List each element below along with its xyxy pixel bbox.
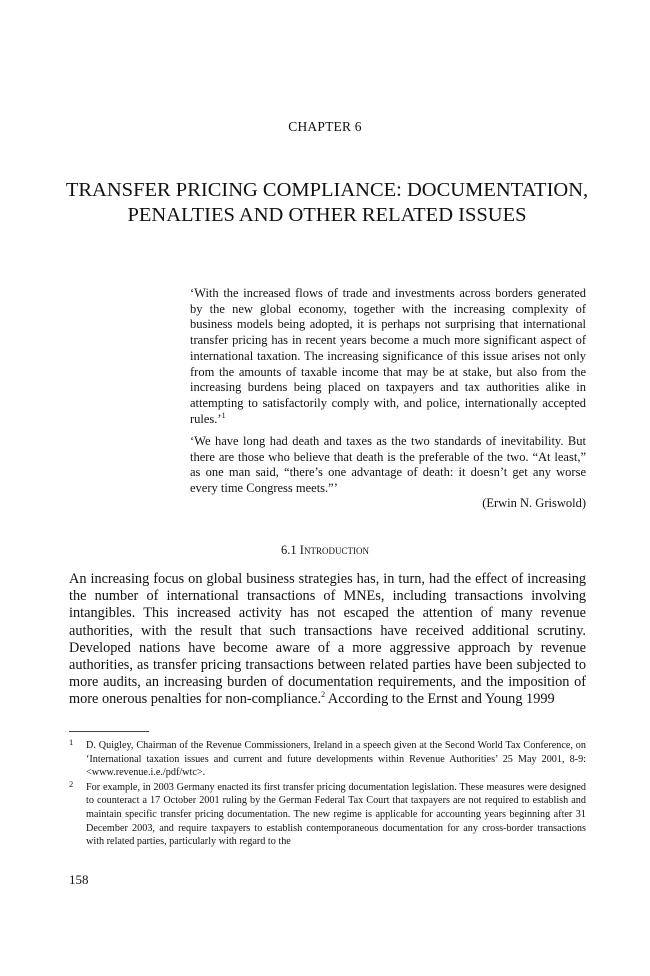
footnote-2 <box>69 778 586 849</box>
chapter-title-line-2: PENALTIES AND OTHER RELATED ISSUES <box>127 204 527 226</box>
footnote-1-text: D. Quigley, Chairman of the Revenue Commissioners, Ireland in a speech given at the Second World Tax Conference, on ‘International taxation issues and current and future developments within Revenue Authorities’ 25 May 2001, 8-9: <www.revenue.i.e./pdf/wtc>. <box>86 740 586 779</box>
footnote-1 <box>69 739 586 780</box>
epigraph-1-footnote-ref[interactable]: 1 <box>221 410 226 420</box>
footnote-2-text: For example, in 2003 Germany enacted its first transfer pricing documentation legislation. These measures were designed to counteract a 17 October 2001 ruling by the German Federal Tax Court that taxpayers are not required to establish and maintain specific transfer pricing documentation. The new regime is applicable for accounting years beginning after 31 December 2003, and require taxpayers to establish contemporaneous documentation for any cross-border transactions with related parties, particularly with regard to the <box>86 781 586 848</box>
body-paragraph <box>69 571 586 709</box>
epigraph-1-text: ‘With the increased flows of trade and investments across borders generated by the new global economy, together with the increasing complexity of business models being adopted, it is perhaps not surprising that international transfer pricing has in recent years become a much more significant aspect of international taxation. The increasing significance of this issue arises not only from the amounts of taxable income that may be at stake, but also from the increasing burdens being placed on taxpayers and tax authorities alike in attempting to satisfactorily comply with, and police, internationally accepted rules.’ <box>190 286 586 426</box>
epigraph-2-text: ‘We have long had death and taxes as the two standards of inevitability. But there are those who believe that death is the preferable of the two. “At least,” as one man said, “there’s one advantage of death: it doesn’t get any worse every time Congress meets.”’ <box>190 434 586 496</box>
body-text-part-1: An increasing focus on global business strategies has, in turn, had the effect of increasing the number of international transactions of MNEs, including transactions involving intangibles. This increased activity has not escaped the attention of many revenue authorities, with the result that such transactions have received additional scrutiny. Developed nations have become aware of a more aggressive approach by revenue authorities, as transfer pricing transactions between related parties have been subjected to more audits, an increasing burden of documentation requirements, and the imposition of more onerous penalties for non-compliance. <box>69 571 586 708</box>
section-heading <box>0 543 650 558</box>
epigraph-quote-1 <box>190 286 586 427</box>
chapter-label: CHAPTER 6 <box>288 119 362 134</box>
footnote-divider <box>69 731 149 732</box>
footnotes <box>69 739 586 850</box>
footnote-1-number: 1 <box>69 737 74 747</box>
epigraph-quote-2 <box>190 434 586 497</box>
section-number: 6.1 <box>281 543 297 557</box>
footnote-2-number: 2 <box>69 778 74 789</box>
chapter-title <box>40 178 614 228</box>
chapter-title-line-1: TRANSFER PRICING COMPLIANCE: DOCUMENTATION, <box>65 179 589 201</box>
epigraph-attribution: (Erwin N. Griswold) <box>482 496 586 510</box>
body-text-part-2: According to the Ernst and Young 1999 <box>325 691 555 708</box>
body-footnote-ref[interactable]: 2 <box>321 690 326 700</box>
page-number: 158 <box>69 872 89 887</box>
section-title: Introduction <box>299 543 369 557</box>
